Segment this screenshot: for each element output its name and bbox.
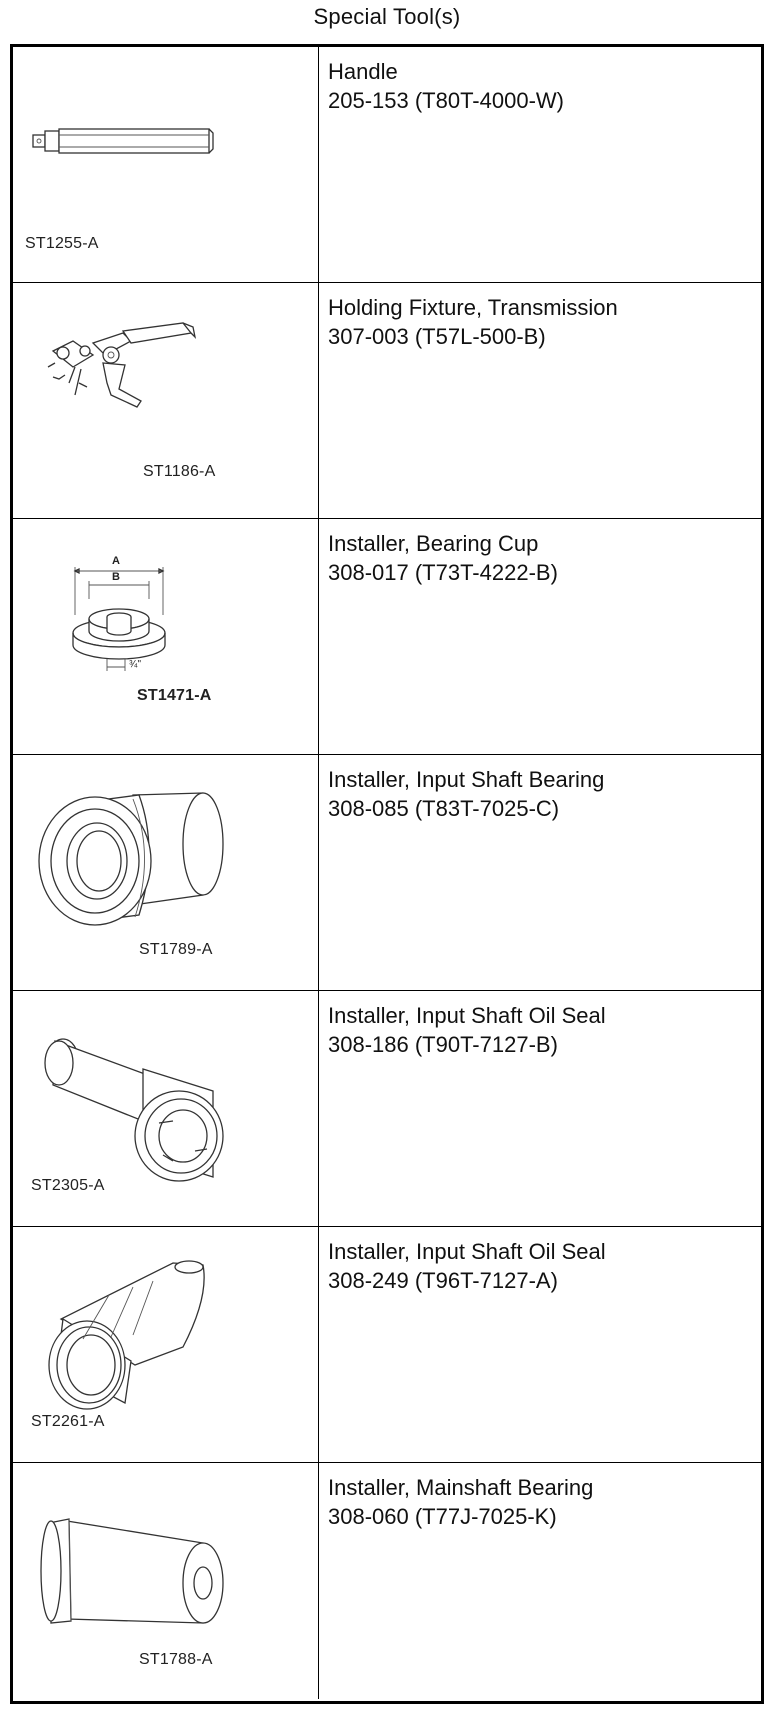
bearing-cup-installer-icon — [13, 519, 319, 755]
tool-name: Handle — [328, 59, 398, 84]
illustration-code: ST2305-A — [31, 1177, 105, 1194]
illustration-code: ST2261-A — [31, 1413, 105, 1430]
tool-description-cell — [319, 283, 761, 518]
illustration-code: ST1788-A — [139, 1651, 213, 1668]
table-row — [13, 755, 761, 991]
tool-name: Installer, Bearing Cup — [328, 531, 539, 556]
table-row — [13, 519, 761, 755]
tool-description-cell — [319, 47, 761, 282]
tool-illustration-cell — [13, 1227, 319, 1462]
tool-name: Holding Fixture, Transmission — [328, 295, 618, 320]
illustration-code: ST1471-A — [137, 687, 212, 704]
tool-number: 307-003 (T57L-500-B) — [328, 324, 546, 349]
tool-illustration-cell — [13, 519, 319, 754]
tool-description-cell — [319, 1463, 761, 1699]
tool-name: Installer, Input Shaft Bearing — [328, 767, 605, 792]
page-title: Special Tool(s) — [313, 4, 461, 29]
tool-name: Installer, Input Shaft Oil Seal — [328, 1003, 606, 1028]
tool-illustration-cell — [13, 47, 319, 282]
table-row — [13, 991, 761, 1227]
dimension-label-b: B — [112, 571, 121, 583]
tool-description-cell — [319, 991, 761, 1226]
table-row — [13, 283, 761, 519]
tool-number: 308-249 (T96T-7127-A) — [328, 1268, 558, 1293]
tool-number: 308-017 (T73T-4222-B) — [328, 560, 558, 585]
tool-number: 308-060 (T77J-7025-K) — [328, 1504, 557, 1529]
tool-number: 308-085 (T83T-7025-C) — [328, 796, 560, 821]
tool-name: Installer, Mainshaft Bearing — [328, 1475, 594, 1500]
table-row — [13, 1463, 761, 1699]
illustration-code: ST1255-A — [25, 235, 99, 252]
tool-description-cell — [319, 519, 761, 754]
dimension-label-height: ¾" — [129, 659, 142, 670]
tool-number: 205-153 (T80T-4000-W) — [328, 88, 564, 113]
holding-fixture-icon — [13, 283, 319, 519]
table-row — [13, 1227, 761, 1463]
illustration-code: ST1789-A — [139, 941, 213, 958]
tool-description-cell — [319, 755, 761, 990]
table-row — [13, 47, 761, 283]
special-tools-table — [10, 44, 764, 1704]
tool-number: 308-186 (T90T-7127-B) — [328, 1032, 558, 1057]
tool-name: Installer, Input Shaft Oil Seal — [328, 1239, 606, 1264]
tool-illustration-cell — [13, 1463, 319, 1699]
tool-description-cell — [319, 1227, 761, 1462]
dimension-label-a: A — [112, 555, 121, 567]
tool-illustration-cell — [13, 991, 319, 1226]
tool-illustration-cell — [13, 283, 319, 518]
illustration-code: ST1186-A — [143, 463, 216, 480]
tool-illustration-cell — [13, 755, 319, 990]
